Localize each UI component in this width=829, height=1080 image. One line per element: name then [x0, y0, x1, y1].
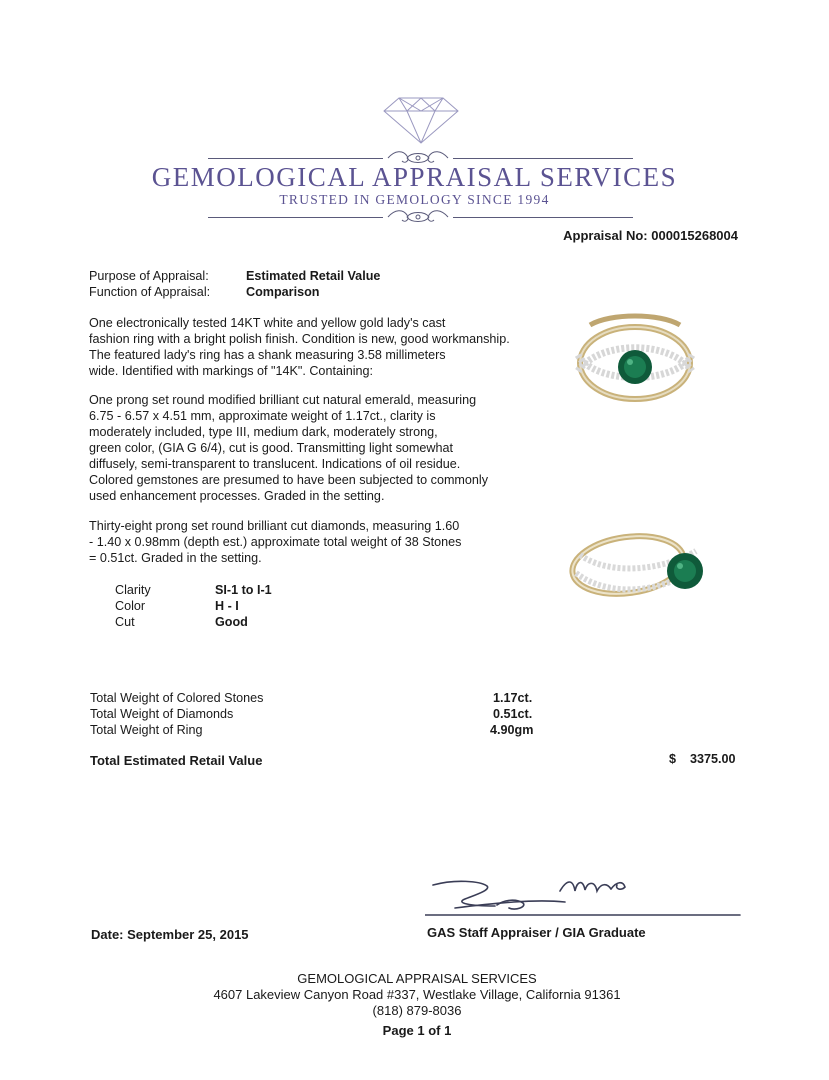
description-line: One electronically tested 14KT white and yellow gold lady's cast	[89, 316, 446, 330]
description-line: moderately included, type III, medium dark, moderately strong,	[89, 425, 438, 439]
total-diamonds-label: Total Weight of Diamonds	[90, 707, 234, 721]
purpose-value: Estimated Retail Value	[246, 269, 381, 283]
ornament-bottom	[383, 207, 453, 227]
appraisal-date: Date: September 25, 2015	[91, 927, 249, 942]
total-colored-label: Total Weight of Colored Stones	[90, 691, 264, 705]
ring-photo-top	[570, 305, 700, 410]
page-number: Page 1 of 1	[382, 1023, 452, 1038]
header-bottom-rule-right	[453, 217, 633, 218]
function-label: Function of Appraisal:	[89, 285, 211, 299]
purpose-label: Purpose of Appraisal:	[89, 269, 209, 283]
description-line: 6.75 - 6.57 x 4.51 mm, approximate weight of 1.17ct., clarity is	[89, 409, 436, 423]
company-name: GEMOLOGICAL APPRAISAL SERVICES	[151, 162, 678, 192]
grade-cut-label: Cut	[115, 615, 135, 629]
description-line: used enhancement processes. Graded in the setting.	[89, 489, 385, 503]
emerald-description	[89, 392, 559, 504]
ring-photo-angle	[568, 513, 703, 613]
retail-value-label: Total Estimated Retail Value	[90, 753, 263, 768]
description-line: - 1.40 x 0.98mm (depth est.) approximate total weight of 38 Stones	[89, 535, 462, 549]
grade-color-label: Color	[115, 599, 146, 613]
company-tagline: TRUSTED IN GEMOLOGY SINCE 1994	[279, 192, 550, 207]
header-bottom-rule-left	[208, 217, 383, 218]
diamond-icon	[381, 95, 461, 145]
footer-company: GEMOLOGICAL APPRAISAL SERVICES	[297, 971, 537, 986]
grade-cut-value: Good	[215, 615, 248, 629]
total-ring-value: 4.90gm	[490, 723, 534, 737]
description-line: wide. Identified with markings of "14K". Containing:	[89, 364, 374, 378]
description-line: green color, (GIA G 6/4), cut is good. Transmitting light somewhat	[89, 441, 453, 455]
total-ring-label: Total Weight of Ring	[90, 723, 203, 737]
total-diamonds-value: 0.51ct.	[493, 707, 533, 721]
grade-color-value: H - I	[215, 599, 239, 613]
appraiser-signature	[425, 873, 745, 921]
ring-description	[89, 315, 559, 379]
appraisal-number: Appraisal No: 000015268004	[563, 228, 738, 243]
footer-phone: (818) 879-8036	[372, 1003, 462, 1018]
description-line: = 0.51ct. Graded in the setting.	[89, 551, 262, 565]
footer-address: 4607 Lakeview Canyon Road #337, Westlake Village, California 91361	[213, 987, 621, 1002]
header-top-rule-right	[453, 158, 633, 159]
function-value: Comparison	[246, 285, 320, 299]
diamonds-description	[89, 518, 559, 566]
description-line: The featured lady's ring has a shank measuring 3.58 millimeters	[89, 348, 446, 362]
description-line: diffusely, semi-transparent to translucent. Indications of oil residue.	[89, 457, 461, 471]
retail-currency: $	[669, 752, 677, 766]
appraiser-title: GAS Staff Appraiser / GIA Graduate	[427, 925, 646, 940]
grade-clarity-label: Clarity	[115, 583, 151, 597]
header-top-rule-left	[208, 158, 383, 159]
grade-clarity-value: SI-1 to I-1	[215, 583, 272, 597]
total-colored-value: 1.17ct.	[493, 691, 533, 705]
description-line: Thirty-eight prong set round brilliant cut diamonds, measuring 1.60	[89, 519, 460, 533]
description-line: Colored gemstones are presumed to have been subjected to commonly	[89, 473, 489, 487]
retail-value: 3375.00	[690, 752, 736, 766]
description-line: fashion ring with a bright polish finish. Condition is new, good workmanship.	[89, 332, 510, 346]
description-line: One prong set round modified brilliant cut natural emerald, measuring	[89, 393, 477, 407]
